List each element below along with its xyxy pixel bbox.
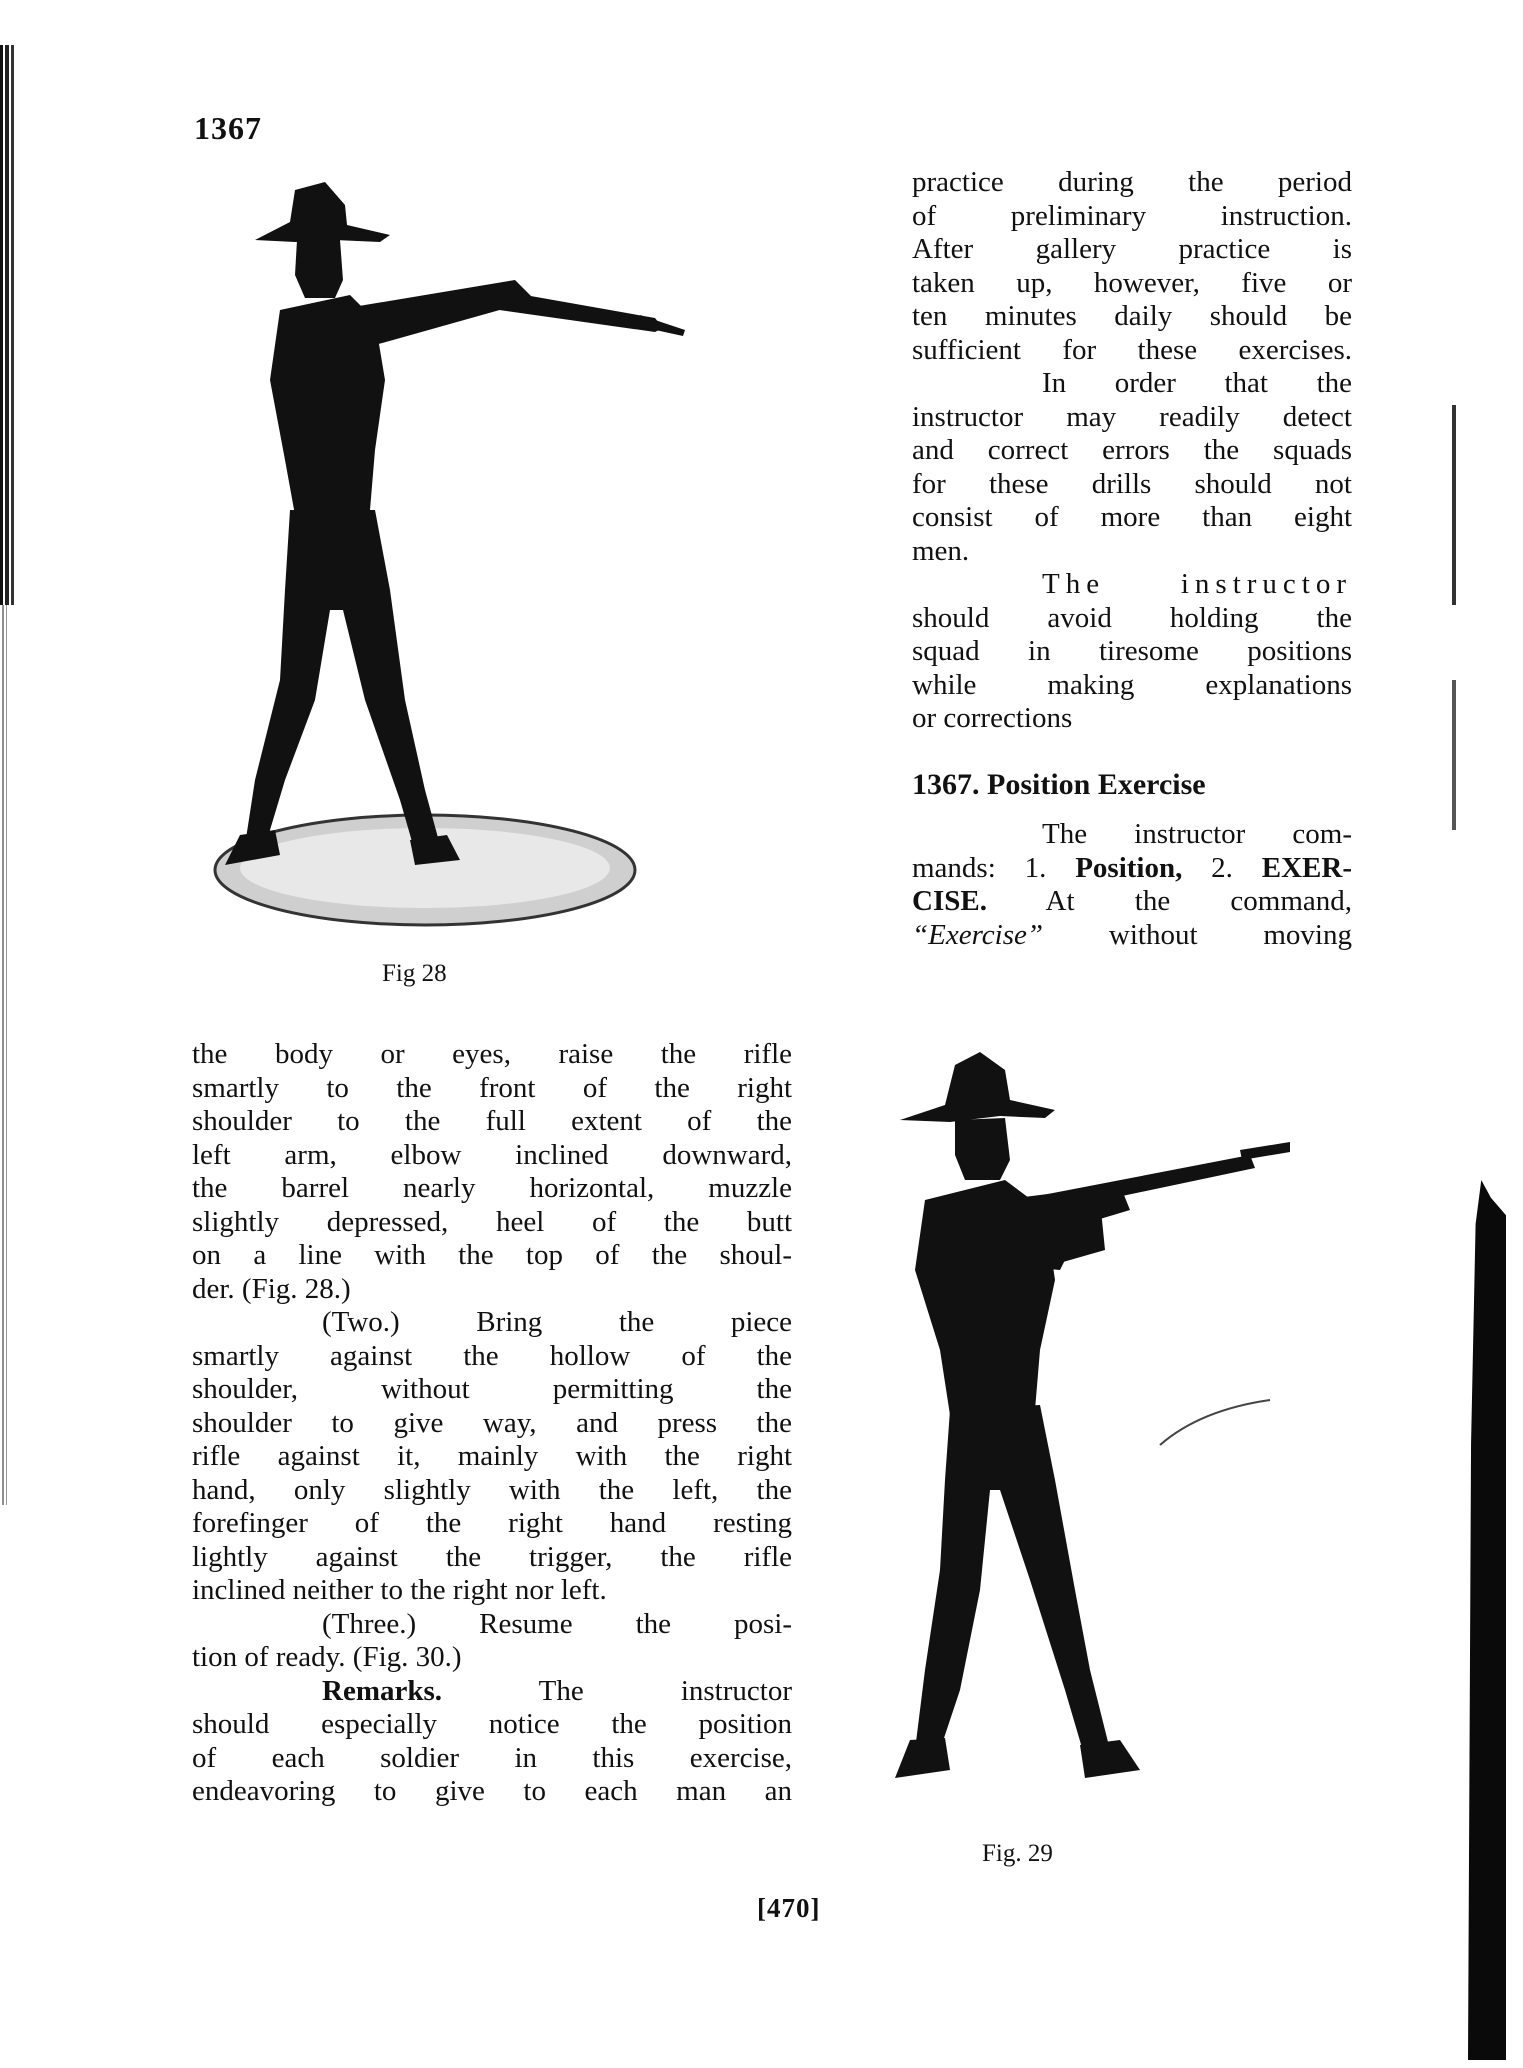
right-column-top-text xyxy=(912,166,1352,736)
lc-line: (Three.) Resume the posi- xyxy=(322,1607,792,1640)
lc-line: smartly to the front of the right xyxy=(192,1071,792,1104)
lc-line: on a line with the top of the shoul- xyxy=(192,1239,792,1271)
figure-28-caption: Fig 28 xyxy=(382,960,447,987)
intro-line: The instructor com- xyxy=(1042,818,1352,850)
command-exercise-end: CISE. xyxy=(912,885,987,917)
lc-line: left arm, elbow inclined downward, xyxy=(192,1138,792,1171)
rc-line: The instructor xyxy=(1042,568,1352,600)
fig29-scan-mark xyxy=(1160,1400,1270,1445)
rc-line: ten minutes daily should be xyxy=(912,300,1352,332)
command-exercise: EXER- xyxy=(1261,851,1352,884)
section-intro-text xyxy=(912,818,1352,952)
remarks-text: The instructor xyxy=(442,1674,792,1707)
lc-line: the barrel nearly horizontal, muzzle xyxy=(192,1172,792,1204)
lc-line: should especially notice the position xyxy=(192,1708,792,1740)
section-heading: 1367. Position Exercise xyxy=(912,768,1206,801)
lc-line: (Two.) Bring the piece xyxy=(322,1306,792,1338)
lc-line: endeavoring to give to each man an xyxy=(192,1775,792,1807)
figure-28-illustration xyxy=(185,180,905,950)
rc-line: while making explanations xyxy=(912,668,1352,701)
lc-line: shoulder to the full extent of the xyxy=(192,1105,792,1137)
lc-line: lightly against the trigger, the rifle xyxy=(192,1540,792,1573)
rc-line: After gallery practice is xyxy=(912,233,1352,265)
lc-line xyxy=(192,1675,792,1709)
lc-line: inclined neither to the right nor left. xyxy=(192,1574,607,1606)
intro-text: 2. xyxy=(1182,851,1262,884)
rc-line: should avoid holding the xyxy=(912,601,1352,634)
rc-line: instructor may readily detect xyxy=(912,400,1352,433)
exercise-quote: “Exercise” xyxy=(912,918,1044,951)
figure-29-illustration xyxy=(870,1050,1390,1820)
footer-page-number: [470] xyxy=(757,1893,821,1923)
lc-line: the body or eyes, raise the rifle xyxy=(192,1038,792,1070)
rc-line: squad in tiresome positions xyxy=(912,635,1352,667)
fig29-soldier-silhouette xyxy=(895,1052,1290,1778)
lc-line: slightly depressed, heel of the butt xyxy=(192,1205,792,1238)
fig28-soldier-silhouette xyxy=(225,182,685,865)
command-position: Position, xyxy=(1075,851,1183,884)
intro-line xyxy=(912,885,1352,919)
scan-edge-left xyxy=(0,45,16,605)
lc-line: of each soldier in this exercise, xyxy=(192,1741,792,1774)
lc-line: forefinger of the right hand resting xyxy=(192,1507,792,1539)
intro-line xyxy=(912,919,1352,953)
left-column-bottom-text xyxy=(192,1038,792,1809)
remarks-label: Remarks. xyxy=(322,1674,443,1707)
page-section-number: 1367 xyxy=(194,110,262,146)
intro-text: mands: 1. xyxy=(912,851,1076,884)
lc-line: rifle against it, mainly with the right xyxy=(192,1440,792,1472)
lc-line: shoulder to give way, and press the xyxy=(192,1406,792,1439)
rc-line: sufficient for these exercises. xyxy=(912,333,1352,366)
lc-line: hand, only slightly with the left, the xyxy=(192,1473,792,1506)
scan-edge-right xyxy=(1468,1180,1506,2060)
rc-line: of preliminary instruction. xyxy=(912,199,1352,232)
lc-line: tion of ready. (Fig. 30.) xyxy=(192,1641,462,1673)
rc-line: practice during the period xyxy=(912,166,1352,198)
lc-line: smartly against the hollow of the xyxy=(192,1339,792,1372)
rc-line: men. xyxy=(912,534,970,567)
rc-line: and correct errors the squads xyxy=(912,434,1352,466)
rc-line: consist of more than eight xyxy=(912,501,1352,533)
rc-line: or corrections xyxy=(912,702,1073,734)
intro-text: without moving xyxy=(1043,918,1352,951)
rc-line: taken up, however, five or xyxy=(912,266,1352,299)
rc-line: In order that the xyxy=(1042,367,1352,399)
lc-line: der. (Fig. 28.) xyxy=(192,1272,351,1305)
intro-line xyxy=(912,852,1352,886)
rc-line: for these drills should not xyxy=(912,467,1352,500)
figure-29-caption: Fig. 29 xyxy=(982,1840,1053,1867)
scan-edge-left-faint xyxy=(2,605,10,1505)
lc-line: shoulder, without permitting the xyxy=(192,1373,792,1405)
scan-line-right xyxy=(1452,380,1456,880)
intro-text: At the command, xyxy=(986,885,1352,917)
